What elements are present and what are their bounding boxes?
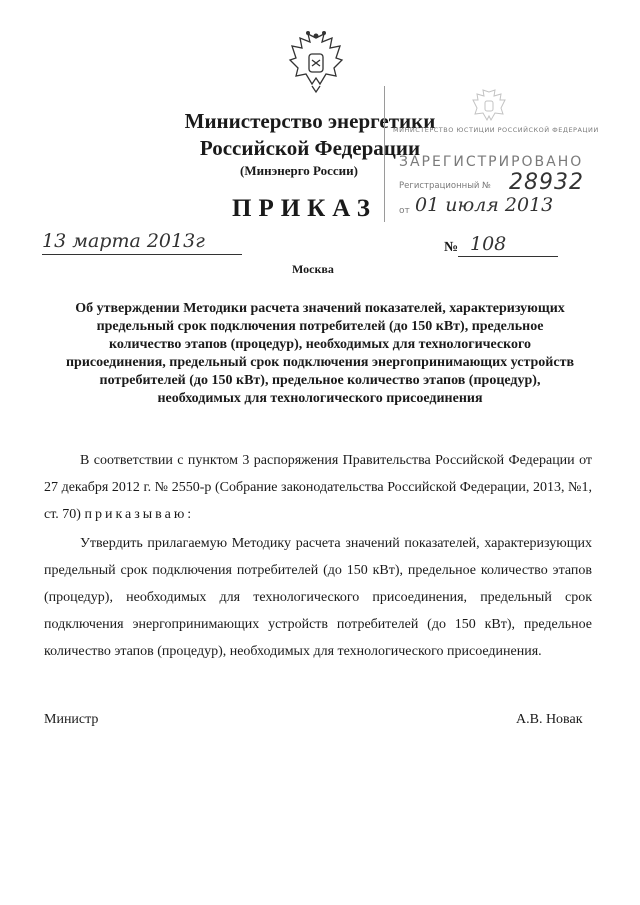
body-paragraph-1 bbox=[44, 447, 592, 528]
order-number: 108 bbox=[470, 233, 507, 255]
signatory-name: А.В. Новак bbox=[516, 712, 583, 727]
stamp-registered: ЗАРЕГИСТРИРОВАНО bbox=[399, 154, 584, 170]
signatory-title: Министр bbox=[44, 712, 99, 727]
number-underline bbox=[458, 256, 558, 257]
stamp-reg-number: 28932 bbox=[509, 170, 584, 195]
registration-stamp bbox=[384, 86, 599, 222]
stamp-ministry: МИНИСТЕРСТВО ЮСТИЦИИ РОССИЙСКОЙ ФЕДЕРАЦИИ bbox=[393, 126, 599, 134]
stamp-emblem-icon bbox=[471, 88, 507, 124]
order-number-label: № bbox=[444, 240, 459, 255]
body-paragraph-2: Утвердить прилагаемую Методику расчета значений показателей, характеризующих предельный срок подключения потребителей (до 150 кВт), предельное количество этапов (процедур), необходимых для технологического присоединения, предельный срок подключения энергопринимающих устройств потребителей (до 150 кВт), предельное количество этапов (процедур), необходимых для технологического присоединения. bbox=[44, 536, 592, 659]
order-subject: Об утверждении Методики расчета значений показателей, характеризующих предельный срок подключения потребителей (до 150 кВт), предельное количество этапов (процедур), необходимых для технологического присоединения, предельный срок подключения энергопринимающих устройств потребителей (до 150 кВт), предельное количество этапов (процедур), необходимых для технологического присоединения bbox=[65, 301, 575, 406]
document-type: ПРИКАЗ bbox=[232, 195, 377, 222]
ministry-line-1: Министерство энергетики bbox=[184, 109, 436, 133]
ministry-abbrev: (Минэнерго России) bbox=[240, 163, 358, 178]
stamp-reg-number-label: Регистрационный № bbox=[399, 181, 491, 191]
stamp-reg-date: 01 июля 2013 bbox=[415, 194, 554, 216]
stamp-from-label: от bbox=[399, 206, 410, 216]
order-verb: приказываю: bbox=[84, 507, 195, 522]
ministry-line-2: Российской Федерации bbox=[199, 136, 421, 160]
paragraph-1-text: В соответствии с пунктом 3 распоряжения Правительства Российской Федерации от 27 декабря 2012 г. № 2550-р (Собрание законодательства Российской Федерации, 2013, №1, ст. 70) bbox=[44, 453, 592, 522]
date-underline bbox=[42, 254, 242, 255]
order-city: Москва bbox=[292, 262, 334, 276]
order-date: 13 марта 2013г bbox=[42, 230, 205, 252]
russian-coat-of-arms-icon bbox=[286, 30, 346, 96]
